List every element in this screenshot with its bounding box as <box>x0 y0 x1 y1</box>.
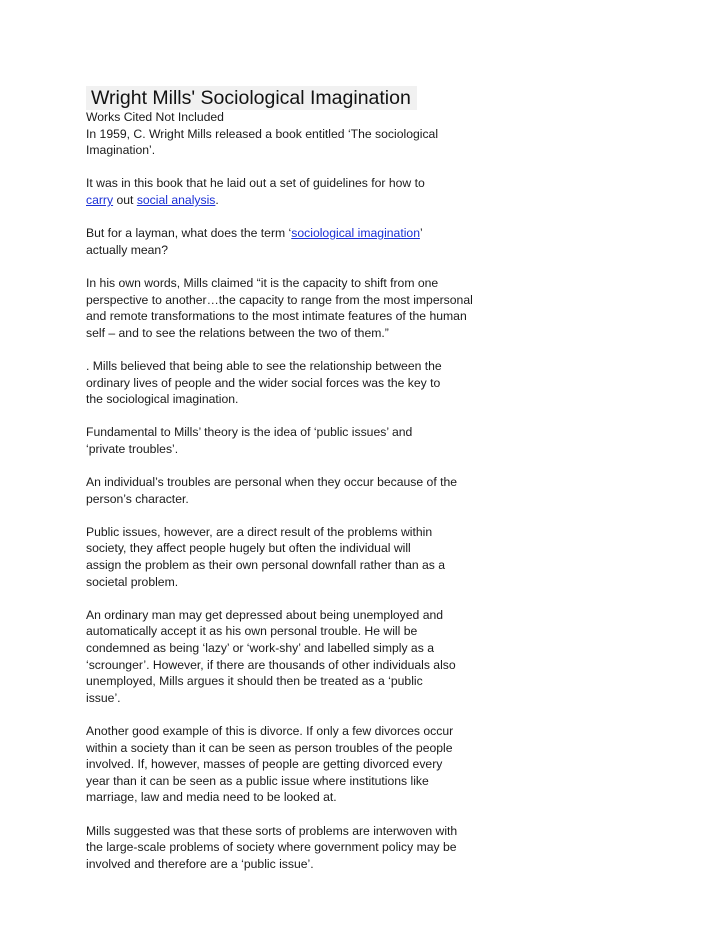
question-text-after: ’ actually mean? <box>86 226 423 257</box>
carry-link[interactable]: carry <box>86 192 114 207</box>
paragraph-guidelines <box>86 175 478 208</box>
paragraph-intro: In 1959, C. Wright Mills released a book entitled ‘The sociological Imagination’. <box>86 126 439 158</box>
guidelines-text-before: It was in this book that he laid out a set of guidelines for how to <box>86 176 425 191</box>
paragraph-quote: In his own words, Mills claimed “it is the capacity to shift from one perspective to another…the capacity to range from the most impersonal and remote transformations to the most intimate features of the human self – and to see the relations between the two of them.” <box>86 275 473 340</box>
guidelines-text-after: . <box>215 192 219 207</box>
document-body <box>86 109 478 889</box>
paragraph-divorce: Another good example of this is divorce. If only a few divorces occur within a society than it can be seen as person troubles of the people involved. If, however, masses of people are getting divorced every year than it can be seen as a public issue where institutions like marriage, law and media need to be looked at. <box>86 723 454 805</box>
paragraph-ordinary-man: An ordinary man may get depressed about being unemployed and automatically accept it as his own personal trouble. He will be condemned as being ‘lazy’ or ‘work-shy’ and labelled simply as a ‘scrounger’. However, if there are thousands of other individuals also unemployed, Mills argues it should then be treated as a ‘public issue’. <box>86 607 456 705</box>
paragraph-public-issues: Public issues, however, are a direct result of the problems within society, they affect people hugely but often the individual will assign the problem as their own personal downfall rather than as a societal problem. <box>86 524 446 589</box>
paragraph-fundamental: Fundamental to Mills’ theory is the idea of ‘public issues’ and ‘private troubles’. <box>86 425 413 456</box>
subtitle: Works Cited Not Included <box>86 110 224 124</box>
paragraph-question <box>86 225 478 258</box>
social-analysis-link[interactable]: social analysis <box>136 192 216 207</box>
guidelines-text-middle: out <box>113 192 137 207</box>
question-text-before: But for a layman, what does the term ‘ <box>86 226 292 241</box>
paragraph-belief: . Mills believed that being able to see the relationship between the ordinary lives of people and the wider social forces was the key to the sociological imagination. <box>86 358 442 407</box>
paragraph-conclusion: Mills suggested was that these sorts of problems are interwoven with the large-scale problems of society where government policy may be involved and therefore are a ‘public issue’. <box>86 823 458 871</box>
document-title: Wright Mills' Sociological Imagination <box>86 86 417 110</box>
sociological-imagination-link[interactable]: sociological imagination <box>291 226 420 241</box>
paragraph-individual: An individual’s troubles are personal when they occur because of the person’s character. <box>86 475 458 506</box>
